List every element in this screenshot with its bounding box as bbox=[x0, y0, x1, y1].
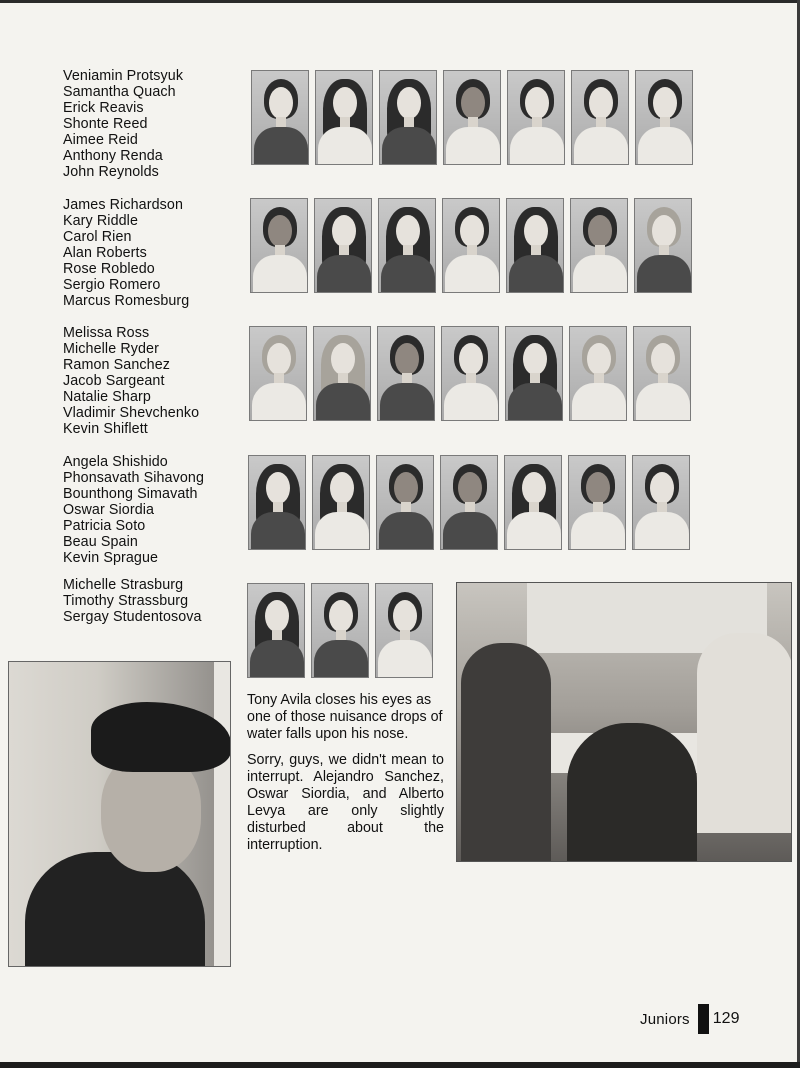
student-portrait bbox=[634, 198, 692, 293]
student-portrait bbox=[248, 455, 306, 550]
student-name: Jacob Sargeant bbox=[63, 373, 165, 389]
page-edge-top bbox=[0, 0, 800, 3]
student-name: Patricia Soto bbox=[63, 518, 146, 534]
student-name: John Reynolds bbox=[63, 164, 159, 180]
student-portrait bbox=[571, 70, 629, 165]
footer-bar bbox=[698, 1004, 709, 1034]
student-portrait bbox=[505, 326, 563, 421]
student-portrait bbox=[313, 326, 371, 421]
student-portrait bbox=[442, 198, 500, 293]
student-portrait bbox=[569, 326, 627, 421]
student-name: Ramon Sanchez bbox=[63, 357, 170, 373]
student-portrait bbox=[441, 326, 499, 421]
page-footer bbox=[640, 1004, 739, 1034]
name-list-row-3 bbox=[63, 325, 199, 437]
student-portrait bbox=[635, 70, 693, 165]
student-name: Kevin Shiflett bbox=[63, 421, 148, 437]
student-name: Oswar Siordia bbox=[63, 502, 155, 518]
student-name: Natalie Sharp bbox=[63, 389, 151, 405]
student-name: James Richardson bbox=[63, 197, 183, 213]
student-name: Rose Robledo bbox=[63, 261, 155, 277]
student-portrait bbox=[377, 326, 435, 421]
student-name: Phonsavath Sihavong bbox=[63, 470, 205, 486]
student-name: Michelle Strasburg bbox=[63, 577, 184, 593]
student-portrait bbox=[251, 70, 309, 165]
student-name: Angela Shishido bbox=[63, 454, 168, 470]
student-portrait bbox=[314, 198, 372, 293]
photo-row-2 bbox=[250, 198, 692, 293]
section-label: Juniors bbox=[640, 1010, 690, 1028]
student-name: Erick Reavis bbox=[63, 100, 144, 116]
name-list-row-1 bbox=[63, 68, 183, 180]
student-name: Kary Riddle bbox=[63, 213, 138, 229]
student-portrait bbox=[250, 198, 308, 293]
student-portrait bbox=[507, 70, 565, 165]
candid-photo-classroom-students bbox=[456, 582, 792, 862]
student-name: Carol Rien bbox=[63, 229, 132, 245]
student-portrait bbox=[312, 455, 370, 550]
candid-photo-student-with-water-drop bbox=[8, 661, 231, 967]
student-portrait bbox=[570, 198, 628, 293]
student-name: Michelle Ryder bbox=[63, 341, 159, 357]
photo-row-5 bbox=[247, 583, 433, 678]
student-portrait bbox=[568, 455, 626, 550]
student-name: Veniamin Protsyuk bbox=[63, 68, 184, 84]
student-portrait bbox=[504, 455, 562, 550]
page-edge-bottom bbox=[0, 1062, 800, 1068]
student-portrait bbox=[440, 455, 498, 550]
photo-row-1 bbox=[251, 70, 693, 165]
student-name: Melissa Ross bbox=[63, 325, 150, 341]
student-portrait bbox=[633, 326, 691, 421]
caption-classroom: Sorry, guys, we didn't mean to interrupt. Alejandro Sanchez, Oswar Siordia, and Alberto Levya are only slightly disturbed about the interruption. bbox=[247, 752, 444, 853]
student-name: Anthony Renda bbox=[63, 148, 163, 164]
student-portrait bbox=[443, 70, 501, 165]
student-name: Vladimir Shevchenko bbox=[63, 405, 200, 421]
photo-row-3 bbox=[249, 326, 691, 421]
student-portrait bbox=[311, 583, 369, 678]
student-name: Sergay Studentosova bbox=[63, 609, 202, 625]
student-name: Alan Roberts bbox=[63, 245, 147, 261]
student-portrait bbox=[315, 70, 373, 165]
student-portrait bbox=[247, 583, 305, 678]
student-name: Timothy Strassburg bbox=[63, 593, 189, 609]
student-portrait bbox=[506, 198, 564, 293]
student-name: Samantha Quach bbox=[63, 84, 176, 100]
name-list-row-4 bbox=[63, 454, 204, 566]
student-portrait bbox=[249, 326, 307, 421]
photo-row-4 bbox=[248, 455, 690, 550]
student-portrait bbox=[376, 455, 434, 550]
student-portrait bbox=[379, 70, 437, 165]
student-portrait bbox=[375, 583, 433, 678]
student-name: Aimee Reid bbox=[63, 132, 138, 148]
student-name: Sergio Romero bbox=[63, 277, 161, 293]
student-name: Kevin Sprague bbox=[63, 550, 159, 566]
student-portrait bbox=[632, 455, 690, 550]
page-number: 129 bbox=[712, 1010, 740, 1027]
student-name: Beau Spain bbox=[63, 534, 138, 550]
student-name: Bounthong Simavath bbox=[63, 486, 198, 502]
caption-water-drop: Tony Avila closes his eyes as one of those nuisance drops of water falls upon his nose. bbox=[247, 692, 443, 742]
student-portrait bbox=[378, 198, 436, 293]
student-name: Marcus Romesburg bbox=[63, 293, 190, 309]
name-list-row-2 bbox=[63, 197, 189, 309]
student-name: Shonte Reed bbox=[63, 116, 148, 132]
name-list-row-5 bbox=[63, 577, 202, 625]
